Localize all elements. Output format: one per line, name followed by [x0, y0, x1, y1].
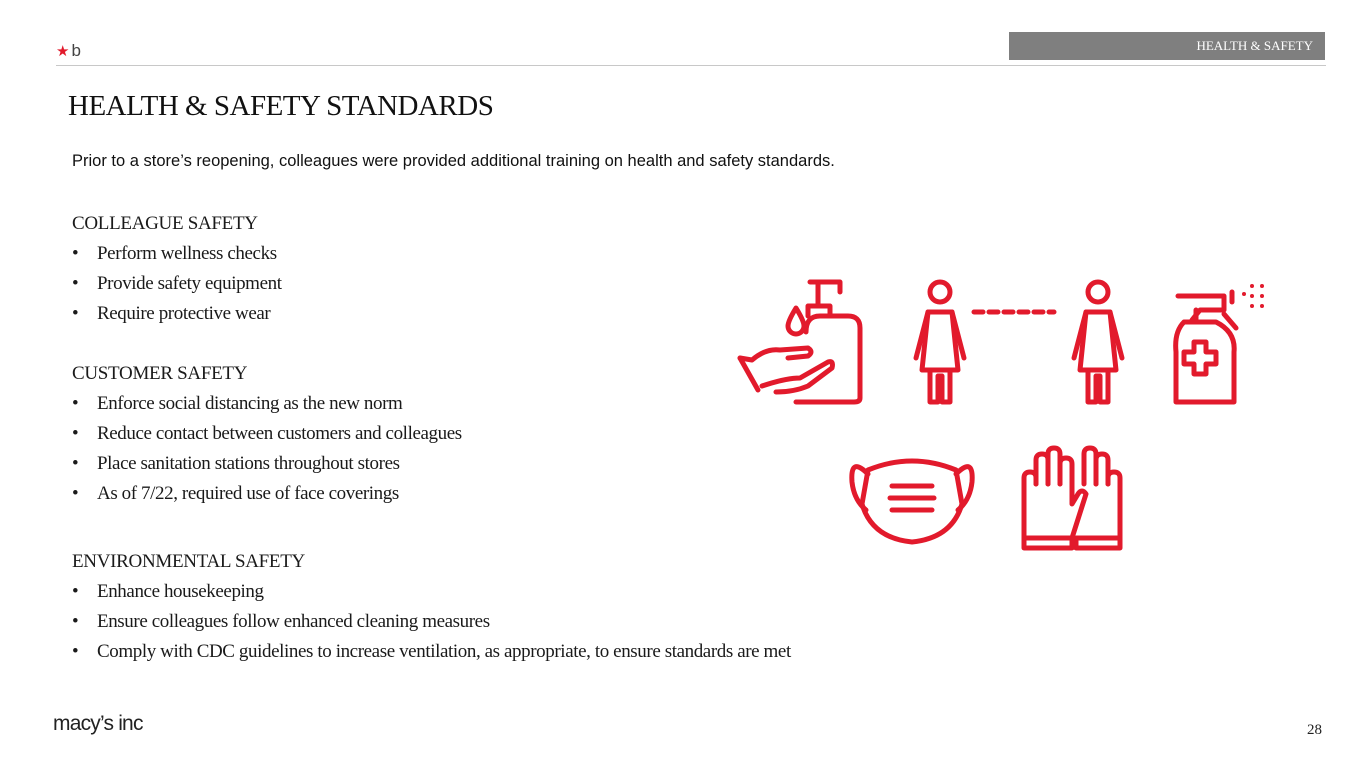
- list-item: • Place sanitation stations throughout stores: [72, 449, 462, 479]
- page-title: HEALTH & SAFETY STANDARDS: [68, 90, 494, 122]
- colleague-safety-section: [72, 209, 282, 329]
- hand-sanitizer-icon: [736, 276, 868, 406]
- list-item: • Enhance housekeeping: [72, 577, 791, 607]
- list-item: • Perform wellness checks: [72, 239, 282, 269]
- header-divider: [56, 65, 1326, 66]
- page-number: 28: [1307, 722, 1322, 738]
- section-heading: CUSTOMER SAFETY: [72, 363, 248, 384]
- list-item: • Ensure colleagues follow enhanced cleaning measures: [72, 607, 791, 637]
- section-heading: COLLEAGUE SAFETY: [72, 213, 258, 234]
- disinfectant-spray-icon: [1170, 280, 1270, 408]
- list-item: • Reduce contact between customers and colleagues: [72, 419, 462, 449]
- customer-safety-section: [72, 359, 462, 509]
- list-item: • Provide safety equipment: [72, 269, 282, 299]
- star-icon: ★: [56, 42, 70, 60]
- brand-logo: [56, 42, 81, 59]
- gloves-icon: [1016, 444, 1128, 552]
- footer-logo: macy’s inc: [53, 712, 143, 735]
- social-distancing-icon: [908, 276, 1128, 408]
- list-item: • Comply with CDC guidelines to increase ventilation, as appropriate, to ensure standards are met: [72, 637, 791, 667]
- brand-letter: b: [71, 41, 81, 60]
- list-item: • Enforce social distancing as the new norm: [72, 389, 462, 419]
- section-tag: HEALTH & SAFETY: [1009, 32, 1325, 60]
- list-item: • As of 7/22, required use of face coverings: [72, 479, 462, 509]
- environmental-safety-section: [72, 547, 791, 667]
- face-mask-icon: [848, 452, 976, 546]
- section-heading: ENVIRONMENTAL SAFETY: [72, 551, 305, 572]
- list-item: • Require protective wear: [72, 299, 282, 329]
- intro-text: Prior to a store’s reopening, colleagues were provided additional training on health and safety standards.: [72, 152, 835, 170]
